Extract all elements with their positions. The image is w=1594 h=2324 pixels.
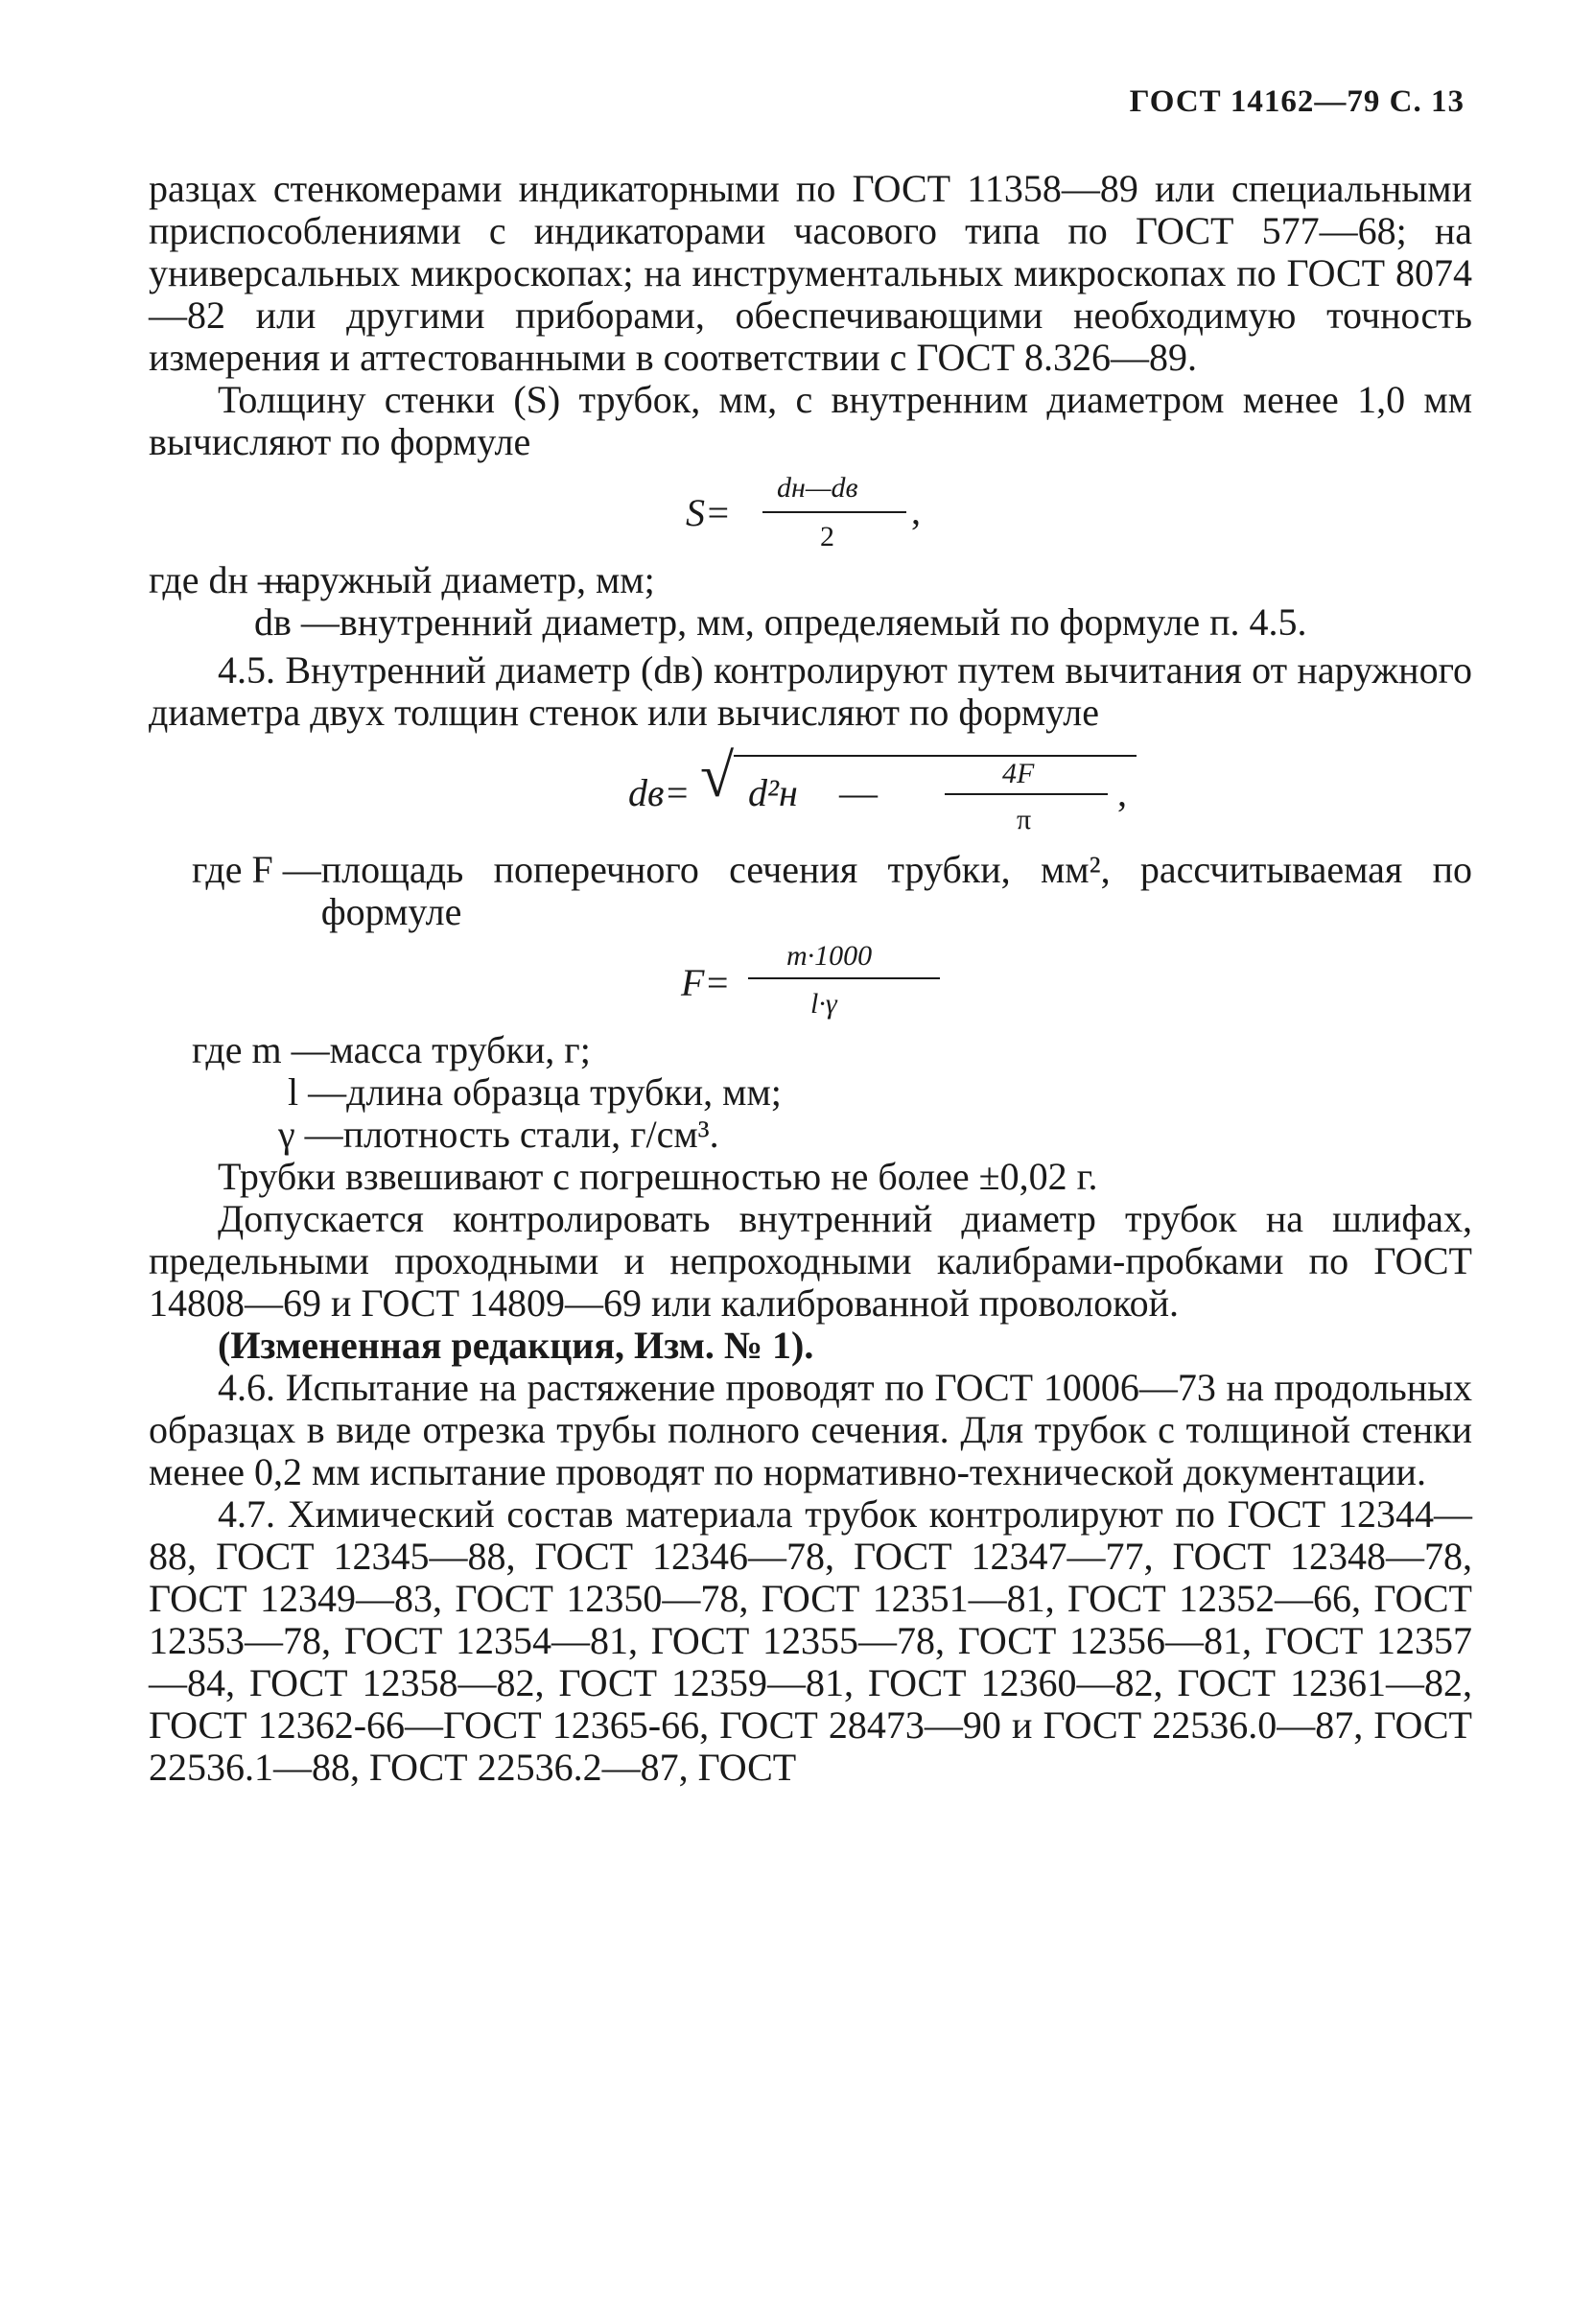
paragraph-weighing: Трубки взвешивают с погрешностью не более ±0,02 г. bbox=[218, 1155, 1098, 1198]
formula2-term1: d²н bbox=[748, 771, 798, 814]
formula2-denominator: π bbox=[1017, 804, 1032, 835]
where-item-gamma bbox=[149, 1114, 1472, 1156]
paragraph-measurement-methods: разцах стенкомерами индикаторными по ГОСТ 11358—89 или специальными приспособлениями с индикаторами часового типа по ГОСТ 577—68; на универсальных микроскопах; на инструментальных микроскопах по ГОСТ 8074—82 или другими приборами, обеспечивающими необходимую точность измерения и аттестованными в соответствии с ГОСТ 8.326—89. bbox=[149, 167, 1472, 379]
formula1-lhs: S= bbox=[686, 491, 731, 534]
paragraph-wall-thickness: Толщину стенки (S) трубок, мм, с внутренним диаметром менее 1,0 мм вычисляют по формуле bbox=[149, 378, 1472, 463]
formula3-denominator: l·γ bbox=[810, 988, 837, 1020]
formula3-fraction-bar bbox=[748, 977, 940, 979]
formula1-denominator: 2 bbox=[820, 521, 834, 552]
where-item-m bbox=[149, 1029, 1472, 1071]
page-header: ГОСТ 14162—79 С. 13 bbox=[1129, 84, 1465, 119]
where3-val-2: плотность стали, г/см³. bbox=[342, 1113, 719, 1156]
formula2-minus: — bbox=[839, 771, 878, 814]
paragraph-gauges: Допускается контролировать внутренний диаметр трубок на шлифах, предельными проходными и непроходными калибрами-пробками по ГОСТ 14808—69 и ГОСТ 14809—69 или калиброванной проволокой. bbox=[149, 1197, 1472, 1325]
document-body bbox=[149, 168, 1472, 1789]
where-item-dv bbox=[149, 601, 1472, 644]
where3-key-2: γ — bbox=[278, 1113, 343, 1156]
where2-key: где F — bbox=[192, 848, 321, 891]
formula2-radical-bar bbox=[734, 755, 1137, 757]
where1-key-1: dв — bbox=[254, 600, 340, 644]
where-item-dn bbox=[149, 559, 1472, 601]
where3-key-1: l — bbox=[288, 1070, 347, 1114]
where1-key-0: где dн — bbox=[149, 558, 296, 601]
formula3-lhs: F= bbox=[681, 961, 731, 1004]
paragraph-chemical-composition: 4.7. Химический состав материала трубок контролируют по ГОСТ 12344—88, ГОСТ 12345—88, ГОСТ 12346—78, ГОСТ 12347—77, ГОСТ 12348—78, ГОСТ 12349—83, ГОСТ 12350—78, ГОСТ 12351—81, ГОСТ 12352—66, ГОСТ 12353—78, ГОСТ 12354—81, ГОСТ 12355—78, ГОСТ 12356—81, ГОСТ 12357—84, ГОСТ 12358—82, ГОСТ 12359—81, ГОСТ 12360—82, ГОСТ 12361—82, ГОСТ 12362-66—ГОСТ 12365-66, ГОСТ 28473—90 и ГОСТ 22536.0—87, ГОСТ 22536.1—88, ГОСТ 22536.2—87, ГОСТ bbox=[149, 1492, 1472, 1789]
paragraph-inner-diameter: 4.5. Внутренний диаметр (dв) контролируют путем вычитания от наружного диаметра двух толщин стенок или вычисляют по формуле bbox=[149, 648, 1472, 734]
formula1-numerator: dн—dв bbox=[777, 472, 858, 504]
formula3-numerator: m·1000 bbox=[786, 940, 873, 972]
paragraph-tensile-test: 4.6. Испытание на растяжение проводят по ГОСТ 10006—73 на продольных образцах в виде отрезка трубы полного сечения. Для трубок с толщиной стенки менее 0,2 мм испытание проводят по нормативно-технической документации. bbox=[149, 1366, 1472, 1493]
formula-cross-section bbox=[149, 933, 1472, 1029]
formula1-tail: , bbox=[911, 489, 921, 532]
where1-val-1: внутренний диаметр, мм, определяемый по формуле п. 4.5. bbox=[339, 600, 1307, 644]
formula-inner-diameter bbox=[149, 734, 1472, 849]
where1-val-0: наружный диаметр, мм; bbox=[264, 558, 655, 601]
where3-val-0: масса трубки, г; bbox=[329, 1028, 591, 1071]
formula2-numerator: 4F bbox=[1002, 758, 1035, 789]
where2-val: площадь поперечного сечения трубки, мм², рассчитываемая по формуле bbox=[320, 848, 1472, 933]
formula-wall-thickness bbox=[149, 463, 1472, 559]
where-item-F bbox=[149, 849, 1472, 933]
formula2-lhs: dв= bbox=[628, 771, 691, 814]
formula1-fraction-bar bbox=[762, 511, 906, 513]
formula2-tail: , bbox=[1117, 771, 1127, 814]
where3-key-0: где m — bbox=[192, 1028, 330, 1071]
where3-val-1: длина образца трубки, мм; bbox=[346, 1070, 782, 1114]
paragraph-revision-note: (Измененная редакция, Изм. № 1). bbox=[218, 1324, 814, 1367]
where-item-l bbox=[149, 1071, 1472, 1114]
formula2-fraction-bar bbox=[945, 793, 1108, 795]
radical-icon: √ bbox=[700, 741, 735, 810]
